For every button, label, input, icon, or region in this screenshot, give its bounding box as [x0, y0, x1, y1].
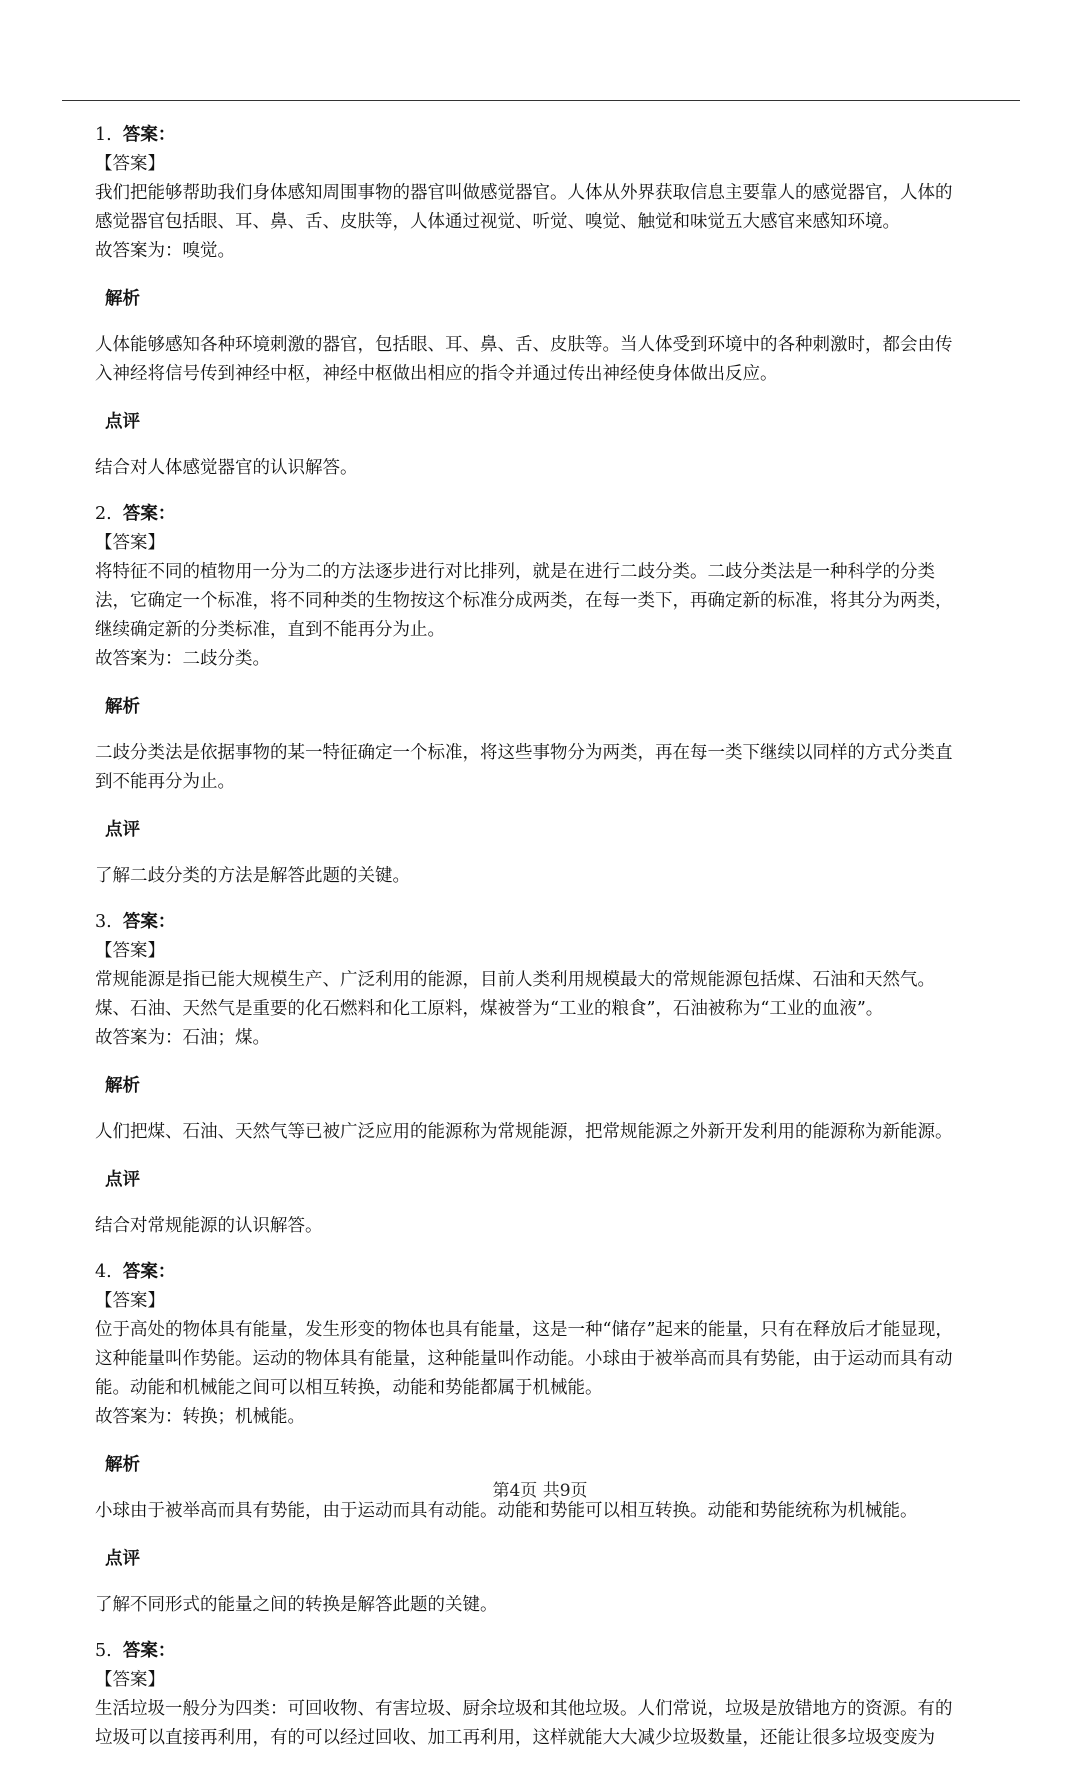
dianping-line: 结合对人体感觉器官的认识解答。 — [95, 458, 358, 478]
dianping-line: 了解二歧分类的方法是解答此题的关键。 — [95, 866, 410, 886]
answer-conclusion: 故答案为：嗅觉。 — [95, 241, 235, 261]
jiexi-line: 人们把煤、石油、天然气等已被广泛应用的能源称为常规能源，把常规能源之外新开发利用的能源称为新能源。 — [95, 1122, 953, 1142]
item-heading: 4. 答案： — [95, 1262, 176, 1282]
dianping-heading: 点评 — [105, 819, 140, 840]
answer-item — [95, 500, 1030, 891]
answer-line: 煤、石油、天然气是重要的化石燃料和化工原料，煤被誉为“工业的粮食”，石油被称为“工业的血液”。 — [95, 999, 884, 1019]
answer-line: 能。动能和机械能之间可以相互转换，动能和势能都属于机械能。 — [95, 1378, 603, 1398]
answer-conclusion: 故答案为：石油；煤。 — [95, 1028, 270, 1048]
page-footer: 第4页 共9页 — [492, 1481, 588, 1501]
answer-line: 这种能量叫作势能。运动的物体具有能量，这种能量叫作动能。小球由于被举高而具有势能，由于运动而具有动 — [95, 1349, 953, 1369]
answer-line: 法，它确定一个标准，将不同种类的生物按这个标准分成两类，在每一类下，再确定新的标准，将其分为两类， — [95, 591, 953, 611]
item-heading: 1. 答案： — [95, 125, 176, 145]
item-heading: 2. 答案： — [95, 504, 176, 524]
answer-line: 我们把能够帮助我们身体感知周围事物的器官叫做感觉器官。人体从外界获取信息主要靠人的感觉器官，人体的 — [95, 183, 953, 203]
dianping-heading: 点评 — [105, 411, 140, 432]
answer-content — [95, 121, 1030, 1770]
answer-tag: 【答案】 — [95, 533, 165, 553]
answer-line: 将特征不同的植物用一分为二的方法逐步进行对比排列，就是在进行二歧分类。二歧分类法是一种科学的分类 — [95, 562, 935, 582]
jiexi-line: 到不能再分为止。 — [95, 772, 235, 792]
dianping-line: 结合对常规能源的认识解答。 — [95, 1216, 323, 1236]
answer-line: 生活垃圾一般分为四类：可回收物、有害垃圾、厨余垃圾和其他垃圾。人们常说，垃圾是放错地方的资源。有的 — [95, 1699, 953, 1719]
header-rule — [62, 100, 1020, 101]
jiexi-line: 人体能够感知各种环境刺激的器官，包括眼、耳、鼻、舌、皮肤等。当人体受到环境中的各种刺激时，都会由传 — [95, 335, 953, 355]
jiexi-line: 二歧分类法是依据事物的某一特征确定一个标准，将这些事物分为两类，再在每一类下继续以同样的方式分类直 — [95, 743, 953, 763]
jiexi-heading: 解析 — [105, 288, 140, 309]
answer-tag: 【答案】 — [95, 1291, 165, 1311]
answer-line: 位于高处的物体具有能量，发生形变的物体也具有能量，这是一种“储存”起来的能量，只有在释放后才能显现， — [95, 1320, 953, 1340]
dianping-heading: 点评 — [105, 1169, 140, 1190]
dianping-heading: 点评 — [105, 1548, 140, 1569]
answer-line: 继续确定新的分类标准，直到不能再分为止。 — [95, 620, 445, 640]
answer-conclusion: 故答案为：转换；机械能。 — [95, 1407, 305, 1427]
answer-line: 感觉器官包括眼、耳、鼻、舌、皮肤等，人体通过视觉、听觉、嗅觉、触觉和味觉五大感官来感知环境。 — [95, 212, 900, 232]
item-heading: 5. 答案： — [95, 1641, 176, 1661]
answer-item — [95, 1637, 1030, 1753]
answer-line: 垃圾可以直接再利用，有的可以经过回收、加工再利用，这样就能大大减少垃圾数量，还能让很多垃圾变废为 — [95, 1728, 935, 1748]
jiexi-heading: 解析 — [105, 696, 140, 717]
jiexi-heading: 解析 — [105, 1075, 140, 1096]
jiexi-line: 入神经将信号传到神经中枢，神经中枢做出相应的指令并通过传出神经使身体做出反应。 — [95, 364, 778, 384]
answer-conclusion: 故答案为：二歧分类。 — [95, 649, 270, 669]
answer-tag: 【答案】 — [95, 1670, 165, 1690]
answer-tag: 【答案】 — [95, 941, 165, 961]
jiexi-heading: 解析 — [105, 1454, 140, 1475]
answer-line: 常规能源是指已能大规模生产、广泛利用的能源，目前人类利用规模最大的常规能源包括煤、石油和天然气。 — [95, 970, 935, 990]
answer-tag: 【答案】 — [95, 154, 165, 174]
answer-item — [95, 908, 1030, 1241]
dianping-line: 了解不同形式的能量之间的转换是解答此题的关键。 — [95, 1595, 498, 1615]
answer-item — [95, 121, 1030, 483]
item-heading: 3. 答案： — [95, 912, 176, 932]
answer-item — [95, 1258, 1030, 1620]
jiexi-line: 小球由于被举高而具有势能，由于运动而具有动能。动能和势能可以相互转换。动能和势能统称为机械能。 — [95, 1501, 918, 1521]
